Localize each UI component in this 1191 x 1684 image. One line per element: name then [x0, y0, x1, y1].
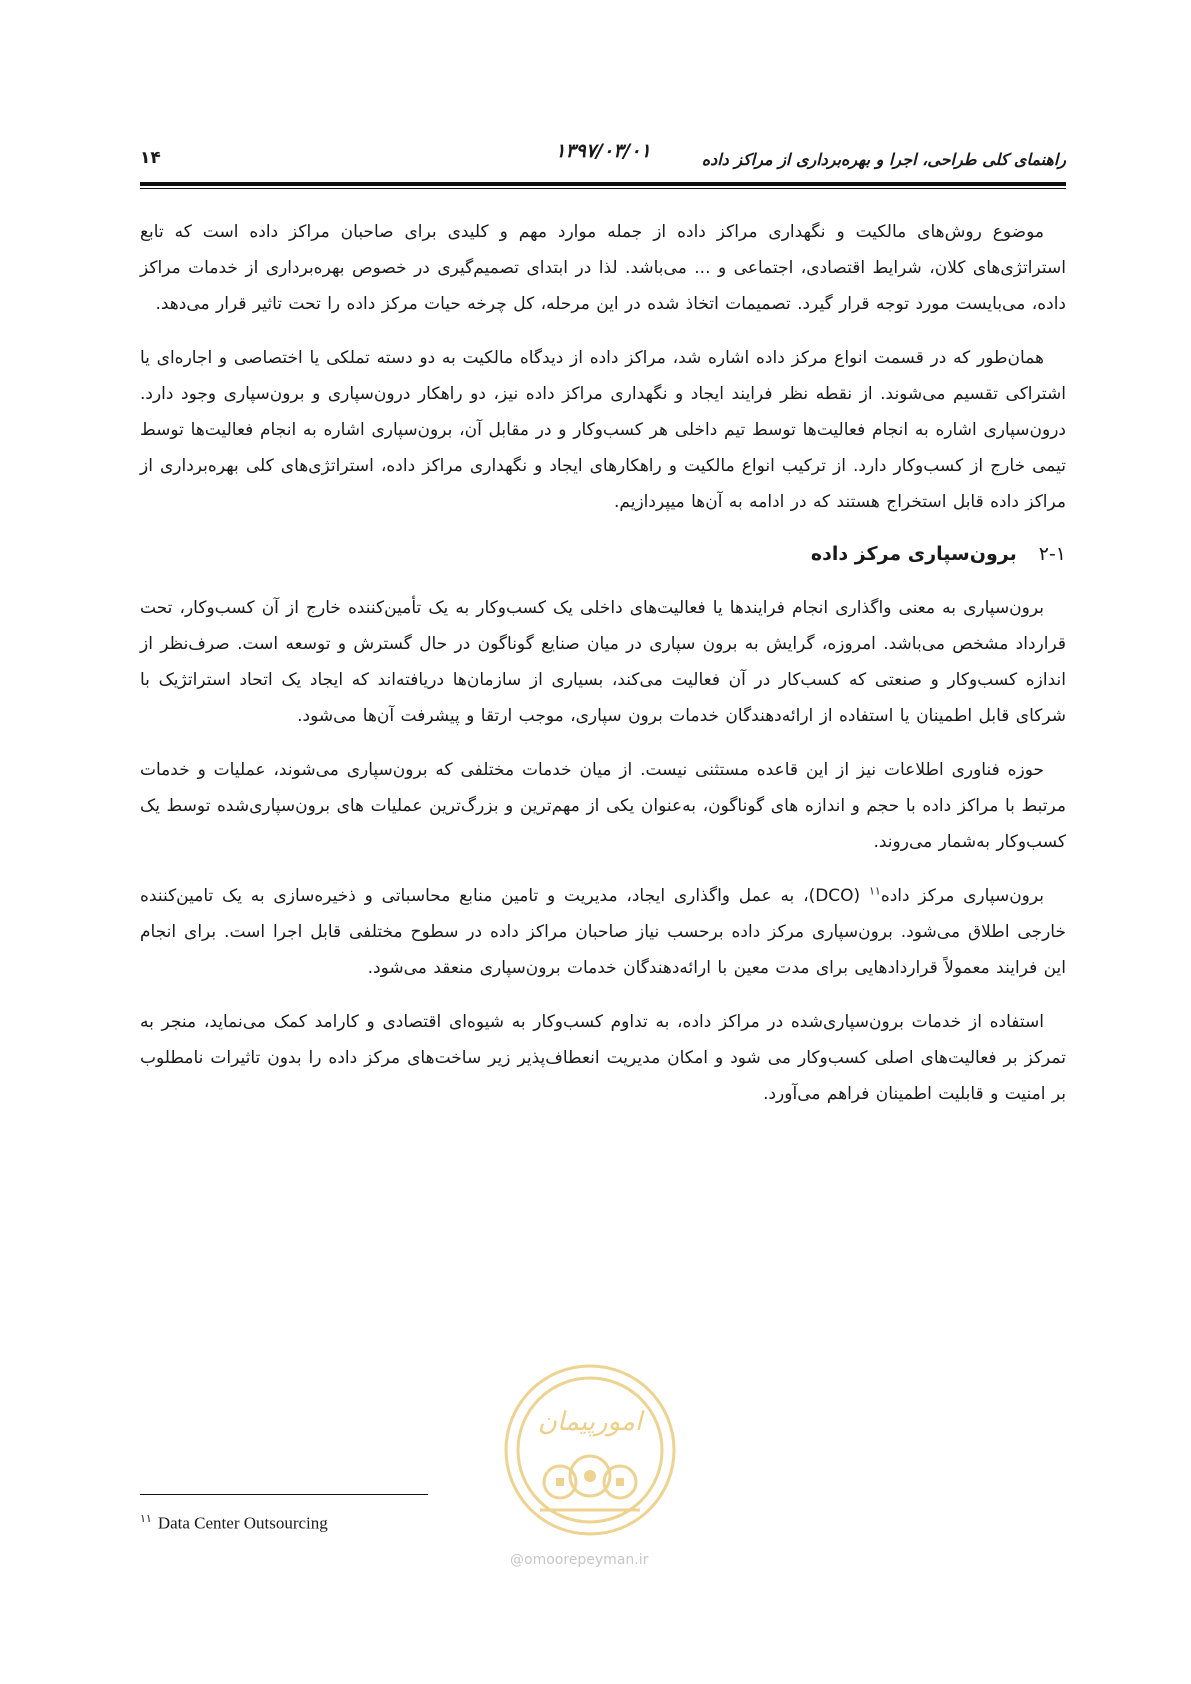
paragraph-dco [140, 878, 1066, 986]
footnote [140, 1512, 328, 1534]
paragraph-ownership: موضوع روش‌های مالکیت و نگهداری مراکز داده از جمله موارد مهم و کلیدی برای صاحبان مراکز داده است که تابع استراتژی‌های کلان، شرایط اقتصادی، اجتماعی و ... می‌باشد. لذا در ابتدای تصمیم‌گیری در خصوص بهره‌برداری از خدمات مراکز داده، می‌بایست مورد توجه قرار گیرد. تصمیمات اتخاذ شده در این مرحله، کل چرخه حیات مرکز داده را تحت تاثیر قرار می‌دهد. [140, 222, 1066, 314]
seal-logo-icon [500, 1360, 680, 1540]
section-title: برون‌سپاری مرکز داده [810, 543, 1017, 565]
paragraph-ownership-types: همان‌طور که در قسمت انواع مرکز داده اشاره شد، مراکز داده از دیدگاه مالکیت به دو دسته تملکی یا اختصاصی و اجاره‌ای یا اشتراکی تقسیم می‌شوند. از نقطه نظر فرایند ایجاد و نگهداری مراکز داده نیز، دو راهکار درون‌سپاری و برون‌سپاری وجود دارد. درون‌سپاری اشاره به انجام فعالیت‌ها توسط تیم داخلی هر کسب‌وکار و در مقابل آن، برون‌سپاری اشاره به انجام فعالیت‌ها توسط تیمی خارج از کسب‌وکار دارد. از ترکیب انواع مالکیت و راهکارهای ایجاد و نگهداری مراکز داده، استراتژی‌های کلی بهره‌برداری از مراکز داده قابل استخراج هستند که در ادامه به آن‌ها میپردازیم. [140, 348, 1066, 512]
header-date: ۱۳۹۷/۰۳/۰۱ [555, 140, 651, 162]
paragraph-outsourcing-definition: برون‌سپاری به معنی واگذاری انجام فرایندها یا فعالیت‌های داخلی یک کسب‌وکار به یک تأمین‌کننده خارج از آن کسب‌وکار، تحت قرارداد مشخص می‌باشد. امروزه، گرایش به برون سپاری در میان صنایع گوناگون در حال گسترش و توسعه است. صرف‌نظر از اندازه کسب‌وکار و صنعتی که کسب‌کار در آن فعالیت می‌کند، بسیاری از سازمان‌ها دریافته‌اند که ایجاد یک اتحاد استراتژیک با شرکای قابل اطمینان یا استفاده از ارائه‌دهندگان خدمات برون سپاری، موجب ارتقا و پیشرفت آن‌ها می‌شود. [140, 598, 1066, 726]
dco-text-start: برون‌سپاری مرکز داده [880, 886, 1044, 906]
section-heading [140, 538, 1066, 570]
page-header [140, 140, 1066, 180]
dco-text-rest: (DCO)، به عمل واگذاری ایجاد، مدیریت و تامین منابع محاسباتی و ذخیره‌سازی به یک تامین‌کننده خارجی اطلاق می‌شود. برون‌سپاری مرکز داده برحسب نیاز صاحبان مراکز داده در سطوح مختلفی قابل اجرا است. برای انجام این فرایند معمولاً قراردادهایی برای مدت معین با ارائه‌دهندگان خدمات برون‌سپاری منعقد می‌شود. [140, 886, 1066, 978]
section-number: ۲-۱ [1038, 543, 1066, 565]
footnote-reference[interactable]: ۱۱ [868, 884, 881, 898]
watermark: @omoorepeyman.ir [510, 1552, 649, 1568]
page-number: ۱۴ [140, 148, 161, 168]
page-body [140, 214, 1066, 1130]
footnote-text: Data Center Outsourcing [157, 1513, 328, 1533]
footnote-mark: ۱۱ [140, 1513, 152, 1525]
paragraph-dco-benefits: استفاده از خدمات برون‌سپاری‌شده در مراکز داده، به تداوم کسب‌وکار به شیوه‌ای اقتصادی و کارامد کمک می‌نماید، منجر به تمرکز بر فعالیت‌های اصلی کسب‌وکار می شود و امکان مدیریت انعطاف‌پذیر زیر ساخت‌های مرکز داده را بدون تاثیرات نامطلوب بر امنیت و قابلیت اطمینان فراهم می‌آورد. [140, 1012, 1066, 1104]
header-title: راهنمای کلی طراحی، اجرا و بهره‌برداری از مراکز داده [701, 150, 1066, 169]
header-rule-thick [140, 182, 1066, 186]
paragraph-it-outsourcing: حوزه فناوری اطلاعات نیز از این قاعده مستثنی نیست. از میان خدمات مختلفی که برون‌سپاری می‌شوند، عملیات و خدمات مرتبط با مراکز داده با حجم و اندازه های گوناگون، به‌عنوان یکی از مهم‌ترین و بزرگ‌ترین عملیات های برون‌سپاری‌شده توسط یک کسب‌وکار به‌شمار می‌روند. [140, 760, 1066, 852]
seal-text: امورپیمان [537, 1407, 643, 1437]
header-rule-thin [140, 188, 1066, 189]
footnote-rule [140, 1494, 428, 1495]
